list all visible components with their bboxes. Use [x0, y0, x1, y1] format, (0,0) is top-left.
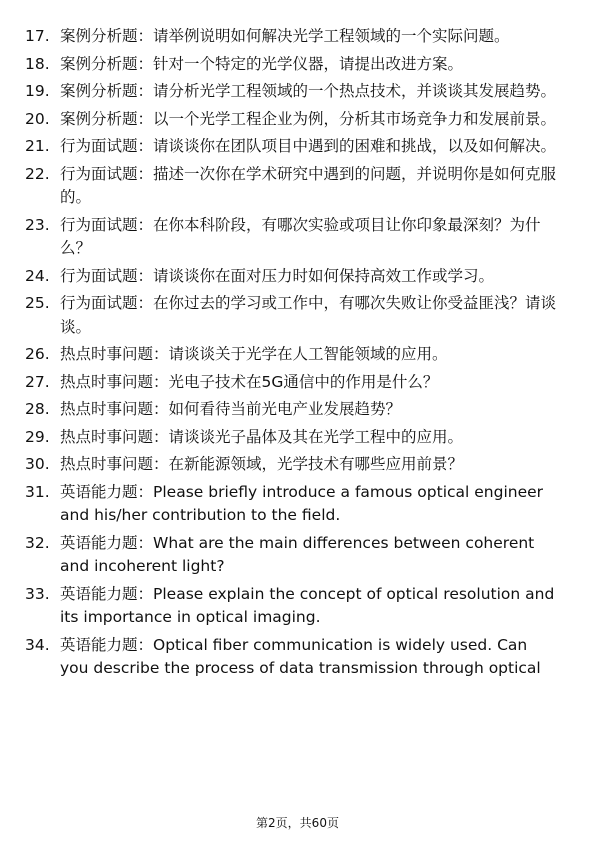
- question-text: 英语能力题：Please briefly introduce a famous optical engineer and his/her contribution to the field.: [60, 482, 544, 524]
- question-text: 英语能力题：Optical fiber communication is widely used. Can you describe the process of data transmission through optical: [60, 635, 541, 677]
- list-item: [0, 453, 595, 477]
- question-text: 热点时事问题：光电子技术在5G通信中的作用是什么？: [60, 372, 439, 391]
- list-item: [0, 481, 595, 528]
- question-text: 案例分析题：针对一个特定的光学仪器，请提出改进方案。: [60, 54, 464, 73]
- list-item: [0, 265, 595, 289]
- question-text: 热点时事问题：在新能源领域，光学技术有哪些应用前景？: [60, 455, 464, 473]
- question-list: [0, 25, 595, 685]
- question-number: 34.: [25, 635, 50, 654]
- page-number-label: 第2页，共60页: [256, 816, 339, 830]
- question-text: 行为面试题：描述一次你在学术研究中遇到的问题，并说明你是如何克服的。: [60, 164, 557, 206]
- list-item: [0, 398, 595, 422]
- question-number: 20.: [25, 109, 50, 128]
- page-footer: [0, 814, 595, 831]
- question-number: 22.: [25, 164, 50, 183]
- question-text: 行为面试题：请谈谈你在面对压力时如何保持高效工作或学习。: [60, 266, 495, 285]
- list-item: [0, 343, 595, 367]
- question-text: 案例分析题：请举例说明如何解决光学工程领域的一个实际问题。: [60, 27, 510, 45]
- list-item: [0, 292, 595, 339]
- question-number: 24.: [25, 266, 50, 285]
- question-number: 21.: [25, 137, 50, 155]
- question-text: 英语能力题：Please explain the concept of optical resolution and its importance in optical imaging.: [60, 584, 555, 626]
- question-text: 案例分析题：请分析光学工程领域的一个热点技术，并谈谈其发展趋势。: [60, 82, 557, 100]
- list-item: [0, 214, 595, 261]
- list-item: [0, 634, 595, 681]
- list-item: [0, 163, 595, 210]
- list-item: [0, 532, 595, 579]
- question-text: 案例分析题：以一个光学工程企业为例，分析其市场竞争力和发展前景。: [60, 109, 557, 128]
- list-item: [0, 53, 595, 77]
- question-number: 27.: [25, 372, 50, 391]
- list-item: [0, 426, 595, 450]
- question-text: 热点时事问题：如何看待当前光电产业发展趋势？: [60, 400, 402, 418]
- list-item: [0, 108, 595, 132]
- question-number: 33.: [25, 584, 50, 603]
- question-text: 热点时事问题：请谈谈关于光学在人工智能领域的应用。: [60, 345, 448, 363]
- question-text: 行为面试题：在你过去的学习或工作中，有哪次失败让你受益匪浅？请谈谈。: [60, 294, 557, 336]
- question-number: 19.: [25, 82, 50, 100]
- question-number: 26.: [25, 345, 50, 363]
- list-item: [0, 80, 595, 104]
- question-number: 29.: [25, 427, 50, 446]
- question-text: 行为面试题：请谈谈你在团队项目中遇到的困难和挑战，以及如何解决。: [60, 137, 557, 155]
- question-number: 30.: [25, 455, 50, 473]
- question-text: 行为面试题：在你本科阶段，有哪次实验或项目让你印象最深刻？为什么？: [60, 215, 541, 257]
- question-number: 23.: [25, 215, 50, 234]
- question-text: 英语能力题：What are the main differences between coherent and incoherent light?: [60, 533, 535, 575]
- list-item: [0, 583, 595, 630]
- list-item: [0, 25, 595, 49]
- question-text: 热点时事问题：请谈谈光子晶体及其在光学工程中的应用。: [60, 427, 464, 446]
- question-number: 31.: [25, 482, 50, 501]
- question-number: 28.: [25, 400, 50, 418]
- question-number: 32.: [25, 533, 50, 552]
- question-number: 18.: [25, 54, 50, 73]
- question-number: 25.: [25, 294, 50, 312]
- list-item: [0, 371, 595, 395]
- question-number: 17.: [25, 27, 50, 45]
- list-item: [0, 135, 595, 159]
